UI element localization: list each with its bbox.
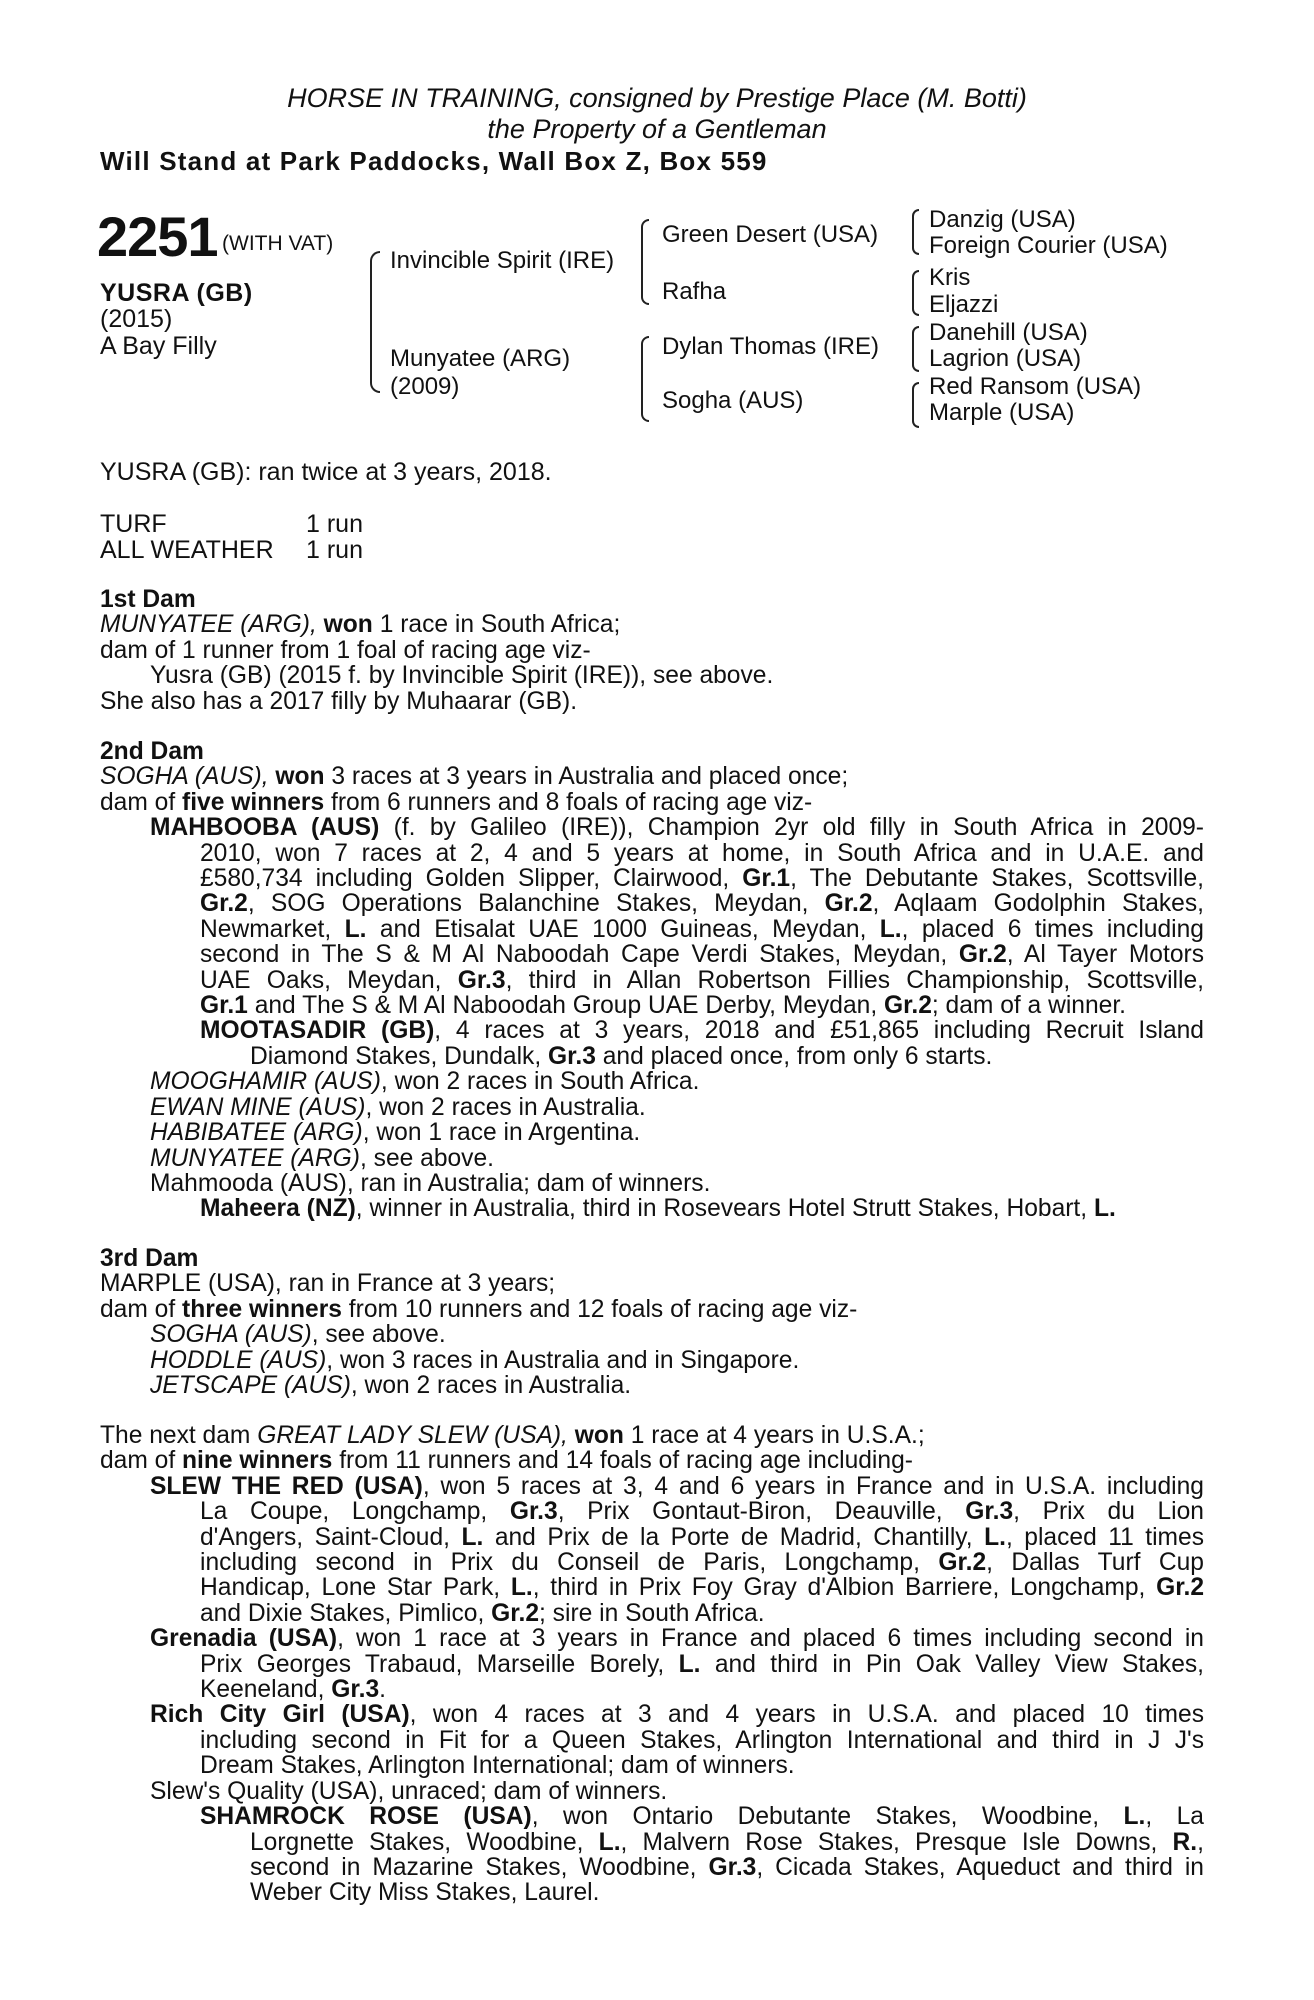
mahmooda-line: Mahmooda (AUS), ran in Australia; dam of winners.	[150, 1169, 711, 1197]
race-record-summary: YUSRA (GB): ran twice at 3 years, 2018.	[100, 458, 552, 486]
dam-sire-dam: Lagrion (USA)	[929, 345, 1082, 372]
first-dam-produce-intro: dam of 1 runner from 1 foal of racing age viz-	[100, 636, 591, 664]
slew-line-6	[100, 1601, 1204, 1626]
mootasadir-line-2	[100, 1044, 1204, 1069]
grade: Gr.2	[884, 992, 932, 1020]
grade: Gr.2	[938, 1549, 987, 1577]
text: ; sire in South Africa.	[539, 1599, 765, 1627]
first-dam-section	[100, 587, 1204, 714]
slew-line-3	[100, 1525, 1204, 1550]
sire: Invincible Spirit (IRE)	[390, 247, 615, 274]
next-dam-produce-intro	[100, 1448, 1204, 1473]
text: and third in Pin Oak Valley View Stakes,	[714, 1650, 1204, 1678]
grade: L.	[598, 1828, 621, 1856]
third-dam-heading: 3rd Dam	[100, 1245, 199, 1272]
dam-name: GREAT LADY SLEW (USA),	[257, 1422, 568, 1449]
shamrock-line-3	[100, 1855, 1204, 1880]
text: , won 1 race in Argentina.	[362, 1119, 641, 1147]
foaling-year: (2015)	[100, 305, 173, 333]
mahbooba-line-8	[100, 993, 1204, 1018]
brace-dd	[912, 382, 919, 428]
first-dam-note: She also has a 2017 filly by Muhaarar (GB).	[100, 687, 578, 715]
text: second in The S & M Al Naboodah Cape Verdi Stakes, Meydan,	[200, 941, 948, 969]
dam-line-brace	[641, 336, 649, 422]
grade: Gr.2	[824, 890, 873, 918]
second-dam-section	[100, 739, 1204, 1222]
first-dam-heading: 1st Dam	[100, 586, 196, 613]
horse-description: A Bay Filly	[100, 332, 217, 360]
sire-sire-sire: Danzig (USA)	[929, 206, 1076, 233]
stabling-line: Will Stand at Park Paddocks, Wall Box Z, Box 559	[100, 146, 768, 176]
produce-name: JETSCAPE (AUS)	[150, 1372, 351, 1400]
text: and placed once, from only 6 starts.	[602, 1042, 993, 1070]
produce-name: SOGHA (AUS)	[150, 1321, 312, 1349]
sire-dam: Rafha	[662, 278, 727, 305]
winners-count: three winners	[182, 1295, 342, 1323]
grenadia-line-1	[100, 1626, 1204, 1651]
won-label: won	[323, 611, 373, 639]
hoddle-line	[100, 1348, 1204, 1373]
produce-name: MOOTASADIR (GB)	[200, 1017, 435, 1045]
dam-dam-dam: Marple (USA)	[929, 399, 1075, 426]
text: and Prix de la Porte de Madrid, Chantilly,	[494, 1523, 973, 1551]
sire-sire-dam: Foreign Courier (USA)	[929, 232, 1168, 259]
aw-value: 1 run	[306, 536, 363, 564]
brace-sd	[912, 270, 919, 316]
text: , won Ontario Debutante Stakes, Woodbine,	[531, 1803, 1100, 1831]
mahbooba-line-6	[100, 942, 1204, 967]
text: , Malvern Rose Stakes, Presque Isle Downs,	[620, 1828, 1158, 1856]
jetscape-line	[100, 1373, 1204, 1398]
text: , third in Prix Foy Gray d'Albion Barriere, Longchamp,	[532, 1574, 1146, 1602]
text: , Al Tayer Motors	[1006, 941, 1204, 969]
munyatee-line	[100, 1146, 1204, 1171]
won-label: won	[574, 1422, 624, 1449]
grade: L.	[1093, 1195, 1116, 1223]
third-dam-line: MARPLE (USA), ran in France at 3 years;	[100, 1270, 556, 1298]
mahbooba-line-3	[100, 866, 1204, 891]
produce-name: HODDLE (AUS)	[150, 1346, 327, 1374]
dam-name: SOGHA (AUS),	[100, 763, 269, 791]
mahbooba-line-5	[100, 917, 1204, 942]
shamrock-line-1	[100, 1804, 1204, 1829]
text: , won 2 races in Australia.	[365, 1093, 646, 1121]
text: , third in Allan Robertson Fillies Championship, Scottsville,	[505, 966, 1204, 994]
sogha-line	[100, 1322, 1204, 1347]
produce-name: MAHBOOBA (AUS)	[150, 814, 380, 842]
text: , see above.	[359, 1144, 494, 1172]
dam-sire-sire: Danehill (USA)	[929, 319, 1088, 346]
grenadia-line-2	[100, 1652, 1204, 1677]
grade: L.	[879, 915, 902, 943]
grade: L.	[1123, 1803, 1146, 1831]
mahbooba-line-1	[100, 815, 1204, 840]
text: , won 4 races at 3 and 4 years in U.S.A. and placed 10 times	[409, 1701, 1204, 1729]
sire-dam-sire: Kris	[929, 264, 971, 291]
text: , Prix Gontaut-Biron, Deauville,	[557, 1498, 943, 1526]
text: from 11 runners and 14 foals of racing age including-	[339, 1447, 913, 1475]
text: Lorgnette Stakes, Woodbine,	[250, 1828, 584, 1856]
text: , La	[1145, 1803, 1204, 1831]
grade: R.	[1172, 1828, 1198, 1856]
slews-quality-line: Slew's Quality (USA), unraced; dam of winners.	[150, 1777, 668, 1805]
grade: Gr.3	[331, 1676, 380, 1704]
grade: Gr.1	[742, 865, 791, 893]
text: and Dixie Stakes, Pimlico,	[200, 1599, 485, 1627]
produce-name: Grenadia (USA)	[150, 1625, 338, 1653]
text: , won 1 race at 3 years in France and placed 6 times including second in	[337, 1625, 1204, 1653]
text: ; dam of a winner.	[931, 992, 1126, 1020]
text: , won 5 races at 3, 4 and 6 years in France and in U.S.A. including	[422, 1472, 1204, 1500]
text: dam of	[100, 1447, 176, 1475]
rich-city-girl-line-1	[100, 1702, 1204, 1727]
text: and The S & M Al Naboodah Group UAE Derby, Meydan,	[254, 992, 878, 1020]
grade: Gr.3	[965, 1498, 1014, 1526]
first-dam-produce: Yusra (GB) (2015 f. by Invincible Spirit (IRE)), see above.	[150, 662, 774, 690]
grade: L.	[344, 915, 367, 943]
third-dam-produce-intro	[100, 1297, 1204, 1322]
text: , winner in Australia, third in Rosevears Hotel Strutt Stakes, Hobart,	[355, 1195, 1088, 1223]
text: (f. by Galileo (IRE)), Champion 2yr old filly in South Africa in 2009-	[393, 814, 1204, 842]
third-dam-section	[100, 1246, 1204, 1398]
mahbooba-line-7	[100, 968, 1204, 993]
text: , placed 11 times	[1005, 1523, 1205, 1551]
winners-count: nine winners	[182, 1447, 333, 1475]
shamrock-line-2	[100, 1830, 1204, 1855]
rich-city-girl-line-2: including second in Fit for a Queen Stakes, Arlington International and third in J J's	[200, 1726, 1204, 1754]
horse-name: YUSRA (GB)	[100, 279, 253, 307]
grade: L.	[461, 1523, 484, 1551]
produce-name: Rich City Girl (USA)	[150, 1701, 410, 1729]
grade: Gr.3	[509, 1498, 558, 1526]
text: and Etisalat UAE 1000 Guineas, Meydan,	[379, 915, 867, 943]
text: from 10 runners and 12 foals of racing age viz-	[348, 1295, 858, 1323]
property-line: the Property of a Gentleman	[487, 114, 827, 144]
text: dam of	[100, 1295, 176, 1323]
grade: Gr.3	[548, 1042, 596, 1070]
dam-year: (2009)	[390, 373, 460, 400]
produce-name: Maheera (NZ)	[200, 1195, 356, 1223]
text: Newmarket,	[200, 915, 332, 943]
dam-dam: Sogha (AUS)	[662, 387, 804, 414]
grade: L.	[984, 1523, 1006, 1551]
text: second in Mazarine Stakes, Woodbine,	[250, 1853, 697, 1881]
text: UAE Oaks, Meydan,	[200, 966, 442, 994]
mahbooba-line-4	[100, 891, 1204, 916]
brace-ss	[912, 209, 919, 255]
slew-line-4	[100, 1550, 1204, 1575]
lot-number: 2251	[97, 205, 218, 268]
dam-dam-sire: Red Ransom (USA)	[929, 373, 1142, 400]
dam-sire: Dylan Thomas (IRE)	[662, 333, 879, 360]
vat-note: (WITH VAT)	[222, 232, 334, 255]
grade: Gr.2	[491, 1599, 540, 1627]
dam: Munyatee (ARG)	[390, 345, 571, 372]
brace-ds	[912, 326, 919, 372]
grade: L.	[510, 1574, 533, 1602]
produce-name: SLEW THE RED (USA)	[150, 1472, 423, 1500]
dam-record: 3 races at 3 years in Australia and placed once;	[331, 763, 849, 791]
winners-count: five winners	[182, 788, 325, 816]
text: , Cicada Stakes, Aqueduct and third in	[756, 1853, 1204, 1881]
sire-dam-brace	[370, 251, 380, 393]
grade: Gr.3	[708, 1853, 757, 1881]
text: including second in Prix du Conseil de Paris, Longchamp,	[200, 1549, 920, 1577]
produce-name: HABIBATEE (ARG)	[150, 1119, 363, 1147]
grade: Gr.2	[958, 941, 1007, 969]
mooghamir-line	[100, 1069, 1204, 1094]
text: Keeneland,	[200, 1676, 325, 1704]
second-dam-produce-intro	[100, 790, 1204, 815]
second-dam-line	[100, 764, 1204, 789]
slew-line-1	[100, 1474, 1204, 1499]
text: , see above.	[311, 1321, 446, 1349]
ewan-mine-line	[100, 1095, 1204, 1120]
grade: Gr.2	[200, 890, 248, 918]
text: .	[379, 1676, 386, 1704]
text: , SOG Operations Balanchine Stakes, Meydan,	[247, 890, 809, 918]
produce-name: SHAMROCK ROSE (USA)	[200, 1803, 532, 1831]
consignor-line: HORSE IN TRAINING, consigned by Prestige Place (M. Botti)	[287, 83, 1027, 113]
mahbooba-line-2: 2010, won 7 races at 2, 4 and 5 years at home, in South Africa and in U.A.E. and	[200, 839, 1204, 867]
text: The next dam	[100, 1422, 251, 1449]
sire-line-brace	[641, 219, 649, 305]
sire-dam-dam: Eljazzi	[929, 291, 999, 318]
turf-label: TURF	[100, 510, 167, 538]
sire-sire: Green Desert (USA)	[662, 221, 879, 248]
text: , won 2 races in Australia.	[350, 1372, 632, 1400]
second-dam-heading: 2nd Dam	[100, 738, 204, 765]
mootasadir-line-1	[100, 1018, 1204, 1043]
habibatee-line	[100, 1120, 1204, 1145]
text: from 6 runners and 8 foals of racing age viz-	[331, 788, 813, 816]
dam-name: MUNYATEE (ARG),	[100, 611, 317, 639]
next-dam-section	[100, 1423, 1204, 1906]
text: , Aqlaam Godolphin Stakes,	[872, 890, 1204, 918]
text: Handicap, Lone Star Park,	[200, 1574, 501, 1602]
text: , won 3 races in Australia and in Singapore.	[326, 1346, 800, 1374]
rich-city-girl-line-3: Dream Stakes, Arlington International; dam of winners.	[200, 1752, 795, 1780]
grade: Gr.2	[1156, 1574, 1204, 1602]
produce-name: MOOGHAMIR (AUS)	[150, 1068, 381, 1096]
text: , Dallas Turf Cup	[986, 1549, 1204, 1577]
text: , won 2 races in South Africa.	[380, 1068, 700, 1096]
maheera-line	[100, 1196, 1204, 1221]
text: , 4 races at 3 years, 2018 and £51,865 including Recruit Island	[434, 1017, 1204, 1045]
shamrock-line-4: Weber City Miss Stakes, Laurel.	[250, 1879, 600, 1907]
produce-name: MUNYATEE (ARG)	[150, 1144, 360, 1172]
grade: Gr.1	[200, 992, 248, 1020]
text: ,	[1197, 1828, 1204, 1856]
text: dam of	[100, 788, 176, 816]
won-label: won	[275, 763, 325, 791]
aw-label: ALL WEATHER	[100, 536, 274, 564]
dam-record: 1 race in South Africa;	[379, 611, 621, 639]
text: , The Debutante Stakes, Scottsville,	[790, 865, 1204, 893]
text: Diamond Stakes, Dundalk,	[250, 1042, 542, 1070]
text: d'Angers, Saint-Cloud,	[200, 1523, 450, 1551]
text: La Coupe, Longchamp,	[200, 1498, 488, 1526]
next-dam-line	[100, 1423, 1204, 1448]
first-dam-line	[100, 612, 1204, 637]
turf-value: 1 run	[306, 510, 363, 538]
slew-line-2	[100, 1499, 1204, 1524]
slew-line-5	[100, 1575, 1204, 1600]
produce-name: EWAN MINE (AUS)	[150, 1093, 366, 1121]
grade: L.	[678, 1650, 701, 1678]
text: 1 race at 4 years in U.S.A.;	[630, 1422, 925, 1449]
text: Prix Georges Trabaud, Marseille Borely,	[200, 1650, 665, 1678]
grenadia-line-3	[100, 1677, 1204, 1702]
text: , Prix du Lion	[1013, 1498, 1204, 1526]
text: , placed 6 times including	[901, 915, 1204, 943]
grade: Gr.3	[457, 966, 506, 994]
text: £580,734 including Golden Slipper, Clairwood,	[200, 865, 730, 893]
